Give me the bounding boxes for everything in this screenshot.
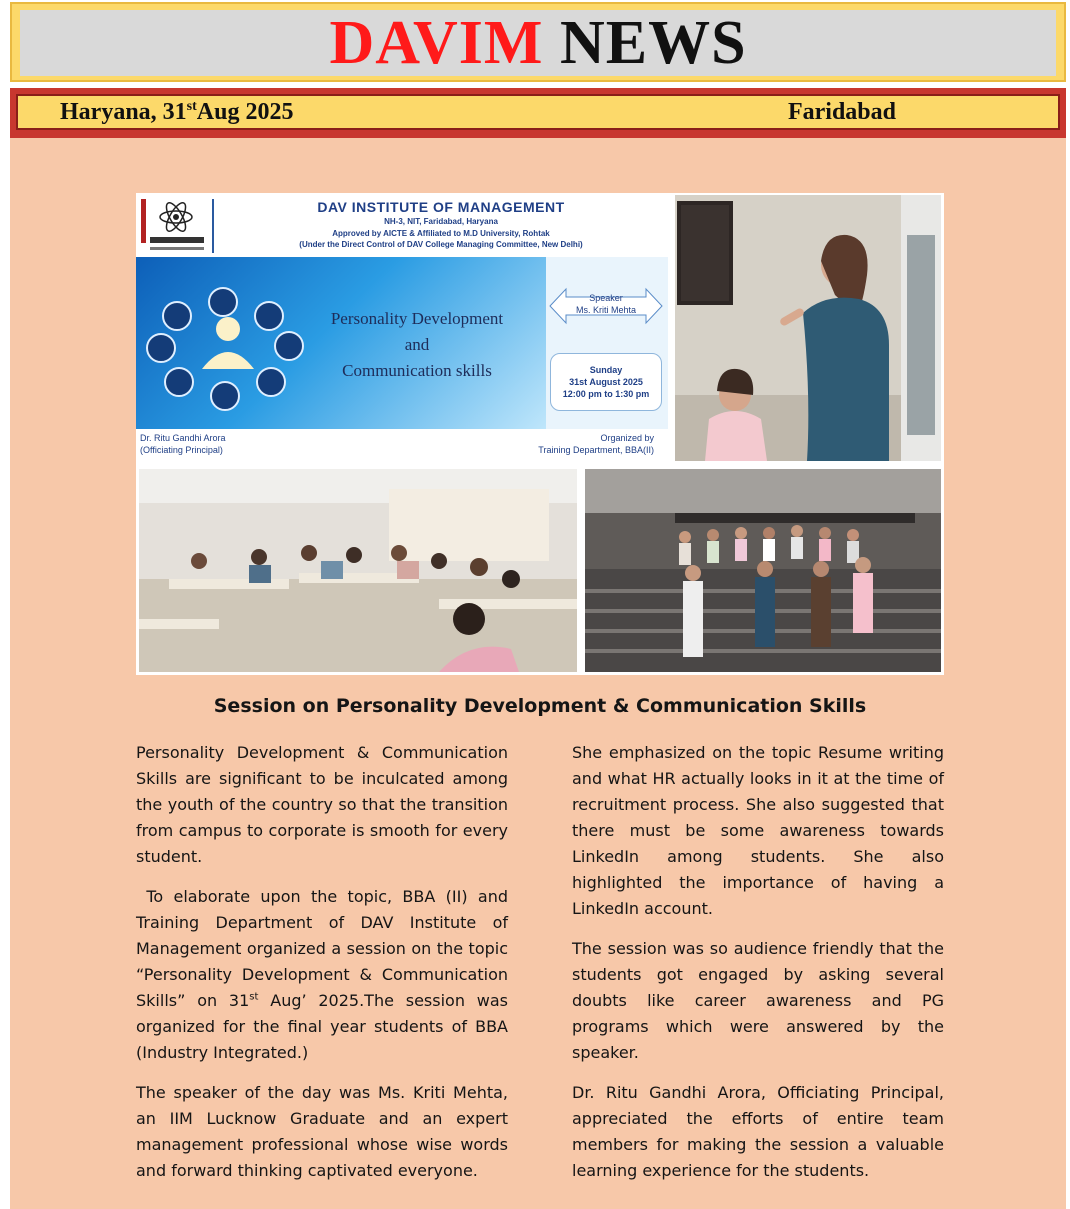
presenter-icon: [256, 367, 286, 397]
date-bar-frame: [10, 88, 1066, 138]
issue-date: [60, 99, 293, 126]
person-silhouette-icon: [196, 309, 260, 373]
poster-organized-label: Organized by: [600, 433, 654, 443]
right-paragraph-3: Dr. Ritu Gandhi Arora, Officiating Principal, appreciated the efforts of entire team members for making the session a valuable learning experience for the students.: [572, 1083, 944, 1180]
right-paragraph-1: She emphasized on the topic Resume writing and what HR actually looks in it at the time of recruitment process. She also suggested that there must be some awareness towards LinkedIn among students. She also highlighted the importance of having a LinkedIn account.: [572, 743, 944, 918]
poster-topic-line2: and: [404, 335, 430, 354]
left-paragraph-2-sup: st: [249, 991, 259, 1003]
issue-date-rest: Aug 2025: [196, 99, 294, 125]
article-column-left: [136, 740, 508, 1198]
masthead: [10, 2, 1066, 82]
article-headline: Session on Personality Development & Communication Skills: [213, 695, 867, 717]
left-paragraph-2: [136, 884, 508, 1066]
poster-topic-line3: Communication skills: [342, 361, 492, 380]
pen-icon: [146, 333, 176, 363]
photo-collage: [136, 193, 944, 675]
poster-header-divider: [212, 199, 214, 253]
issue-date-suffix: st: [186, 99, 197, 114]
poster-speaker-name: Ms. Kriti Mehta: [575, 305, 636, 315]
speaker-photo-illustration: [675, 195, 941, 461]
poster-topic-line1: Personality Development: [330, 309, 504, 328]
poster-control: (Under the Direct Control of DAV College Managing Committee, New Delhi): [299, 240, 583, 249]
poster-principal-name: Dr. Ritu Gandhi Arora: [140, 433, 226, 443]
date-bar: [16, 94, 1060, 130]
poster-institute-name: DAV INSTITUTE OF MANAGEMENT: [317, 199, 565, 215]
right-paragraph-2: The session was so audience friendly that the students got engaged by asking several doubts like career awareness and PG programs which were answered by the speaker.: [572, 939, 944, 1062]
left-paragraph-2-part-a: To elaborate upon the topic, BBA (II) and Training Department of DAV Institute of Management organized a session on the topic “Personality Development & Communication Skills” on 31: [136, 887, 509, 1010]
group-photo-illustration: [585, 469, 941, 672]
classroom-photo-illustration: [139, 469, 577, 672]
people-icon: [162, 301, 192, 331]
poster-date: 31st August 2025: [569, 377, 643, 387]
issue-city: Faridabad: [787, 99, 896, 125]
family-icon: [210, 381, 240, 411]
title-davim: DAVIM: [329, 9, 544, 77]
newspaper-title: [20, 10, 1056, 76]
issue-location: Haryana, 31: [60, 99, 187, 125]
title-news: NEWS: [559, 9, 747, 77]
event-poster: [136, 193, 668, 461]
poster-organized-by: Training Department, BBA(II): [538, 445, 654, 455]
poster-principal-title: (Officiating Principal): [140, 445, 223, 455]
left-paragraph-3: The speaker of the day was Ms. Kriti Mehta, an IIM Lucknow Graduate and an expert management professional whose wise words and forward thinking captivated everyone.: [136, 1083, 508, 1180]
left-paragraph-2-part-b: Aug’ 2025.The session was organized for the final year students of BBA (Industry Integrated.): [136, 991, 509, 1062]
poster-header: [136, 193, 668, 257]
poster-speaker-label: Speaker: [589, 293, 623, 303]
article-column-right: [572, 740, 944, 1198]
left-paragraph-1: Personality Development & Communication Skills are significant to be inculcated among the youth of the country so that the transition from campus to corporate is smooth for every student.: [136, 743, 508, 866]
speaker-photo: [675, 195, 941, 461]
group-photo: [585, 469, 941, 672]
poster-time: 12:00 pm to 1:30 pm: [562, 389, 650, 399]
poster-address: NH-3, NIT, Faridabad, Haryana: [384, 217, 498, 226]
masthead-panel: [20, 10, 1056, 76]
poster-approval: Approved by AICTE & Affiliated to M.D University, Rohtak: [332, 229, 550, 238]
institute-logo: [140, 197, 208, 255]
target-icon: [164, 367, 194, 397]
classroom-photo: [139, 469, 577, 672]
poster-day: Sunday: [589, 365, 623, 375]
